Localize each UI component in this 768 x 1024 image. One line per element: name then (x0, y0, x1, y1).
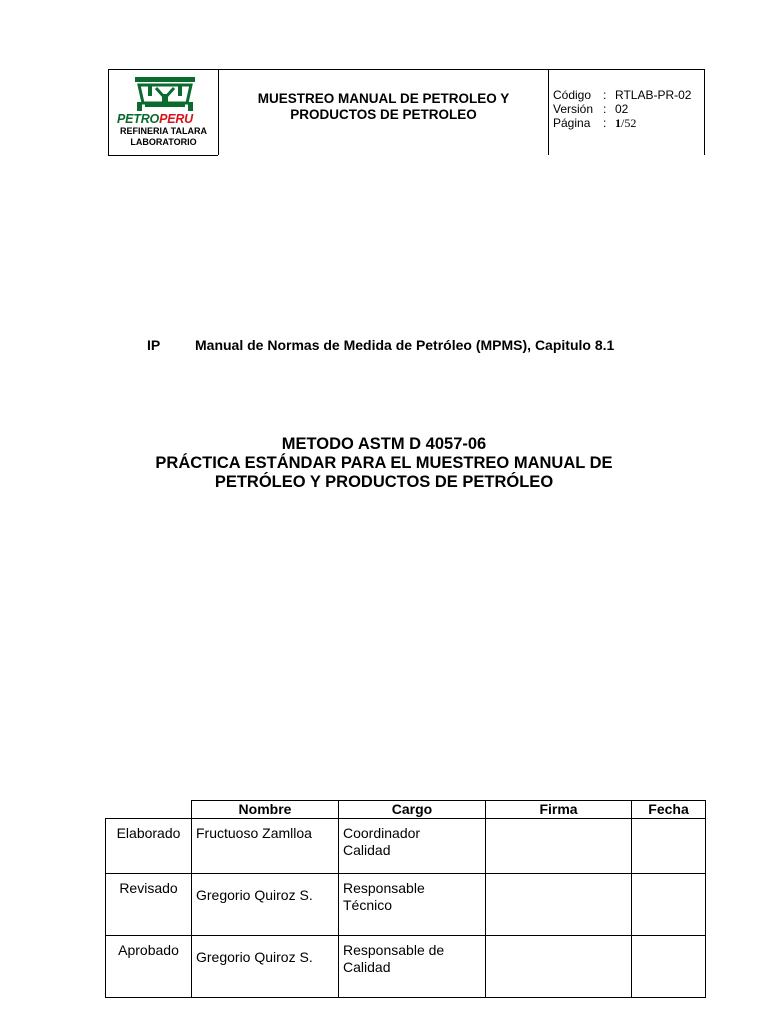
row-firma (486, 874, 632, 936)
company-logo (109, 70, 218, 155)
document-title (219, 69, 548, 155)
row-fecha (632, 819, 706, 874)
method-title-line: PETRÓLEO Y PRODUCTOS DE PETRÓLEO (214, 473, 554, 491)
table-row (106, 936, 706, 998)
table-header-blank (106, 801, 192, 819)
reference-abbreviation: IP (147, 337, 161, 353)
column-header-cargo: Cargo (339, 801, 486, 819)
header-divider (548, 69, 549, 155)
document-header (108, 69, 705, 155)
row-cargo: Responsable de Calidad (339, 936, 486, 998)
reference-text: Manual de Normas de Medida de Petróleo (MPMS), Capitulo 8.1 (195, 337, 615, 353)
document-metadata (553, 88, 703, 130)
method-title-line: METODO ASTM D 4057-06 (281, 435, 487, 453)
approvals-table (105, 800, 706, 998)
row-cargo: Coordinador Calidad (339, 819, 486, 874)
logo-subtitle-refinery: REFINERIA TALARA (120, 126, 207, 136)
row-name: Gregorio Quiroz S. (192, 874, 339, 936)
row-role: Aprobado (106, 936, 192, 998)
document-title-line: MUESTREO MANUAL DE PETROLEO Y (257, 91, 510, 106)
row-firma (486, 936, 632, 998)
refinery-emblem-icon (134, 74, 196, 112)
row-firma (486, 819, 632, 874)
logo-wordmark: PETROPERU (117, 112, 193, 126)
row-name: Gregorio Quiroz S. (192, 936, 339, 998)
row-role: Elaborado (106, 819, 192, 874)
table-row (106, 874, 706, 936)
document-title-line: PRODUCTOS DE PETROLEO (290, 107, 477, 122)
row-role: Revisado (106, 874, 192, 936)
method-title (0, 435, 768, 492)
logo-subtitle-laboratory: LABORATORIO (130, 137, 197, 147)
header-border-bottom (108, 155, 218, 156)
column-header-fecha: Fecha (632, 801, 706, 819)
meta-pagina: Página : 1/52 (553, 116, 637, 130)
meta-codigo: Código : RTLAB-PR-02 (553, 88, 692, 102)
column-header-firma: Firma (486, 801, 632, 819)
row-name: Fructuoso Zamlloa (192, 819, 339, 874)
row-cargo: Responsable Técnico (339, 874, 486, 936)
table-row (106, 819, 706, 874)
header-border-right (704, 69, 705, 155)
table-header-row (106, 801, 706, 819)
method-title-line: PRÁCTICA ESTÁNDAR PARA EL MUESTREO MANUAL DE (155, 454, 613, 472)
row-fecha (632, 874, 706, 936)
meta-version: Versión : 02 (553, 102, 629, 116)
column-header-nombre: Nombre (192, 801, 339, 819)
row-fecha (632, 936, 706, 998)
